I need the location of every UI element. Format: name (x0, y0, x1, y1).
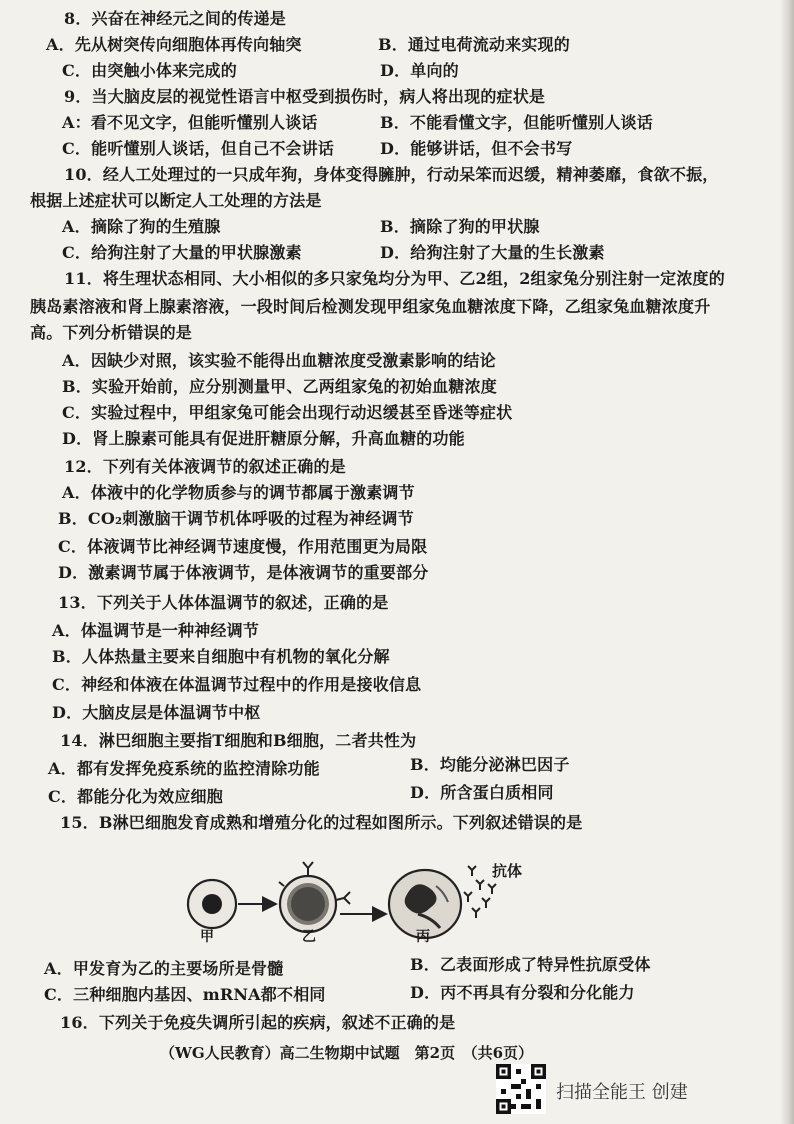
question-15-option-d: D．丙不再具有分裂和分化能力 (410, 983, 635, 1002)
question-12-stem: 12．下列有关体液调节的叙述正确的是 (64, 457, 346, 476)
question-13-option-a: A．体温调节是一种神经调节 (52, 621, 260, 640)
question-11-option-c: C．实验过程中，甲组家兔可能会出现行动迟缓甚至昏迷等症状 (62, 403, 513, 422)
question-13-option-c: C．神经和体液在体温调节过程中的作用是接收信息 (52, 675, 422, 694)
question-8-option-d: D．单向的 (380, 61, 459, 80)
question-8-option-c: C．由突触小体来完成的 (62, 61, 237, 80)
antibody-label: 抗体 (492, 862, 523, 880)
question-15-stem: 15．B淋巴细胞发育成熟和增殖分化的过程如图所示。下列叙述错误的是 (60, 813, 583, 832)
question-9-option-d: D．能够讲话，但不会书写 (380, 139, 573, 158)
question-11-option-d: D．肾上腺素可能具有促进肝糖原分解，升高血糖的功能 (62, 429, 465, 448)
question-9-option-b: B．不能看懂文字，但能听懂别人谈话 (380, 113, 653, 132)
question-10-stem-cont: 根据上述症状可以断定人工处理的方法是 (30, 191, 322, 210)
qr-code-icon (496, 1064, 546, 1114)
question-10-option-b: B．摘除了狗的甲状腺 (380, 217, 540, 236)
question-10-option-a: A．摘除了狗的生殖腺 (62, 217, 221, 236)
question-10-option-d: D．给狗注射了大量的生长激素 (380, 243, 605, 262)
question-16-stem: 16．下列关于免疫失调所引起的疾病，叙述不正确的是 (60, 1013, 456, 1032)
question-14-option-a: A．都有发挥免疫系统的监控清除功能 (48, 759, 320, 778)
scanner-watermark: 扫描全能王 创建 (556, 1082, 688, 1103)
label-yi: 乙 (302, 929, 317, 945)
question-12-option-b: B．CO₂刺激脑干调节机体呼吸的过程为神经调节 (58, 509, 414, 528)
question-13-option-b: B．人体热量主要来自细胞中有机物的氧化分解 (52, 647, 390, 666)
question-14-option-b: B．均能分泌淋巴因子 (410, 755, 570, 774)
label-jia: 甲 (200, 929, 215, 945)
question-10-option-c: C．给狗注射了大量的甲状腺激素 (62, 243, 302, 262)
question-15-option-b: B．乙表面形成了特异性抗原受体 (410, 955, 651, 974)
question-12-option-a: A．体液中的化学物质参与的调节都属于激素调节 (62, 483, 415, 502)
cell-jia (188, 880, 236, 928)
question-10-stem: 10．经人工处理过的一只成年狗，身体变得臃肿，行动呆笨而迟缓，精神萎靡，食欲不振， (64, 165, 719, 184)
question-15-option-c: C．三种细胞内基因、mRNA都不相同 (44, 985, 326, 1004)
question-8-option-b: B．通过电荷流动来实现的 (378, 35, 570, 54)
b-cell-development-figure (180, 852, 540, 948)
question-11-option-a: A．因缺少对照，该实验不能得出血糖浓度受激素影响的结论 (62, 351, 496, 370)
question-8-option-a: A．先从树突传向细胞体再传向轴突 (46, 35, 302, 54)
question-14-option-c: C．都能分化为效应细胞 (48, 787, 223, 806)
question-14-stem: 14．淋巴细胞主要指T细胞和B细胞，二者共性为 (60, 731, 417, 750)
cell-yi (279, 862, 350, 932)
question-8-stem: 8．兴奋在神经元之间的传递是 (64, 9, 286, 28)
page-footer: （WG人民教育）高二生物期中试题 第2页 （共6页） (160, 1044, 534, 1062)
question-11-stem-cont2: 高。下列分析错误的是 (30, 323, 193, 342)
page-edge-shadow (780, 0, 794, 1124)
question-13-option-d: D．大脑皮层是体温调节中枢 (52, 703, 261, 722)
question-13-stem: 13．下列关于人体体温调节的叙述，正确的是 (58, 593, 389, 612)
question-12-option-c: C．体液调节比神经调节速度慢，作用范围更为局限 (58, 537, 428, 556)
question-11-stem-cont1: 胰岛素溶液和肾上腺素溶液，一段时间后检测发现甲组家兔血糖浓度下降，乙组家兔血糖浓度升 (30, 297, 711, 316)
question-9-option-a: A：看不见文字，但能听懂别人谈话 (62, 113, 318, 132)
question-15-option-a: A．甲发育为乙的主要场所是骨髓 (44, 959, 284, 978)
question-11-stem: 11．将生理状态相同、大小相似的多只家兔均分为甲、乙2组，2组家兔分别注射一定浓度的 (64, 269, 725, 288)
question-11-option-b: B．实验开始前，应分别测量甲、乙两组家兔的初始血糖浓度 (62, 377, 497, 396)
question-9-stem: 9．当大脑皮层的视觉性语言中枢受到损伤时，病人将出现的症状是 (64, 87, 546, 106)
question-14-option-d: D．所含蛋白质相同 (410, 783, 554, 802)
question-9-option-c: C．能听懂别人谈话，但自己不会讲话 (62, 139, 335, 158)
label-bing: 丙 (416, 929, 431, 945)
question-12-option-d: D．激素调节属于体液调节，是体液调节的重要部分 (58, 563, 429, 582)
